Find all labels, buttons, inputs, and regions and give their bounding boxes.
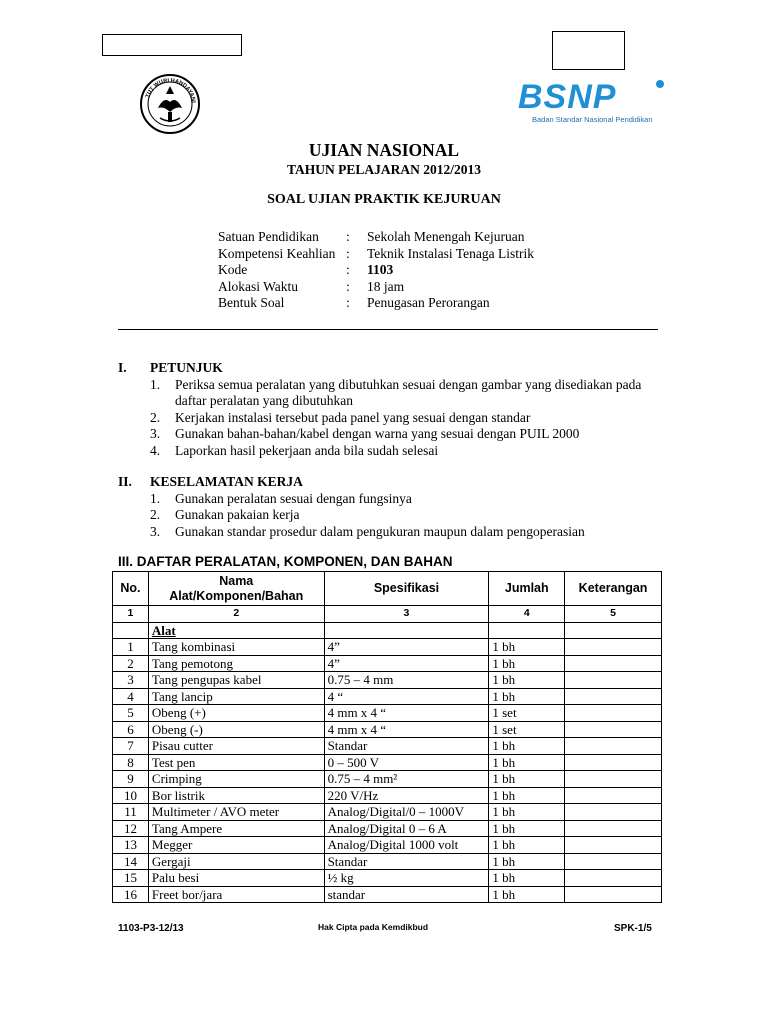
cell-no: 3 [113, 672, 149, 689]
cell-spek: Standar [324, 853, 489, 870]
cell-nama: Megger [148, 837, 324, 854]
code-box-left [102, 34, 242, 56]
list-item: 1. Gunakan peralatan sesuai dengan fungsinya [150, 490, 412, 506]
list-item: 2. Kerjakan instalasi tersebut pada panel yang sesuai dengan standar [150, 409, 531, 425]
section-heading: II. KESELAMATAN KERJA [118, 474, 303, 489]
cell-spek: Analog/Digital/0 – 1000V [324, 804, 489, 821]
col-number: 2 [148, 606, 324, 623]
cell-jumlah: 1 set [489, 721, 565, 738]
cell-jumlah: 1 bh [489, 886, 565, 903]
section-petunjuk [118, 360, 645, 459]
divider [118, 329, 658, 330]
cell-no: 2 [113, 655, 149, 672]
code-box-right [552, 31, 625, 70]
info-row: Satuan Pendidikan : Sekolah Menengah Kejuruan [218, 229, 525, 244]
table-row [113, 688, 662, 705]
cell-spek: Standar [324, 738, 489, 755]
group-label: Alat [148, 622, 324, 639]
list-item: 3. Gunakan bahan-bahan/kabel dengan warna yang sesuai dengan PUIL 2000 [150, 426, 580, 441]
cell-nama: Freet bor/jara [148, 886, 324, 903]
section-heading: I. PETUNJUK [118, 360, 223, 375]
cell-no: 1 [113, 639, 149, 656]
cell-jumlah: 1 bh [489, 820, 565, 837]
col-header-nama: Nama Alat/Komponen/Bahan [148, 572, 324, 606]
list-item: 4. Laporkan hasil pekerjaan anda bila sudah selesai [150, 442, 439, 458]
cell-jumlah: 1 bh [489, 639, 565, 656]
cell-no: 14 [113, 853, 149, 870]
cell-spek: 0 – 500 V [324, 754, 489, 771]
cell-nama: Bor listrik [148, 787, 324, 804]
cell-no: 9 [113, 771, 149, 788]
list-item: 3. Gunakan standar prosedur dalam pengukuran maupun dalam pengoperasian [150, 523, 585, 539]
cell-ket [565, 721, 662, 738]
cell-no: 7 [113, 738, 149, 755]
cell-nama: Multimeter / AVO meter [148, 804, 324, 821]
cell-spek: 220 V/Hz [324, 787, 489, 804]
bsnp-caption: Badan Standar Nasional Pendidikan [532, 115, 653, 124]
cell-nama: Tang pemotong [148, 655, 324, 672]
cell-jumlah: 1 bh [489, 804, 565, 821]
cell-nama: Obeng (+) [148, 705, 324, 722]
section-keselamatan-kerja [118, 474, 645, 540]
cell-spek: 4 mm x 4 “ [324, 721, 489, 738]
col-number: 5 [565, 606, 662, 623]
col-number: 3 [324, 606, 489, 623]
cell-jumlah: 1 bh [489, 688, 565, 705]
list-item: 1. Periksa semua peralatan yang dibutuhkan sesuai dengan gambar yang disediakan pada daftar peralatan yang dibutuhkan [150, 376, 642, 408]
table-row [113, 705, 662, 722]
cell-nama: Tang Ampere [148, 820, 324, 837]
cell-spek: Analog/Digital 1000 volt [324, 837, 489, 854]
table-row [113, 787, 662, 804]
cell-spek: 4 mm x 4 “ [324, 705, 489, 722]
table-row [113, 655, 662, 672]
bsnp-dot-icon [656, 80, 664, 88]
col-number: 4 [489, 606, 565, 623]
cell-jumlah: 1 bh [489, 771, 565, 788]
svg-text:TUT WURI HANDAYANI: TUT WURI HANDAYANI [144, 77, 196, 104]
cell-ket [565, 787, 662, 804]
table-row [113, 738, 662, 755]
info-row: Alokasi Waktu : 18 jam [218, 278, 405, 294]
tut-wuri-handayani-logo [138, 72, 202, 136]
table-row [113, 886, 662, 903]
bsnp-logo [518, 80, 668, 130]
cell-spek: 0.75 – 4 mm² [324, 771, 489, 788]
cell-nama: Tang kombinasi [148, 639, 324, 656]
cell-jumlah: 1 bh [489, 672, 565, 689]
cell-nama: Obeng (-) [148, 721, 324, 738]
academic-year: TAHUN PELAJARAN 2012/2013 [286, 162, 481, 177]
cell-jumlah: 1 bh [489, 655, 565, 672]
cell-spek: 4” [324, 639, 489, 656]
cell-spek: 4” [324, 655, 489, 672]
col-header-spesifikasi: Spesifikasi [324, 572, 489, 606]
cell-ket [565, 837, 662, 854]
table-row [113, 754, 662, 771]
info-row: Kompetensi Keahlian : Teknik Instalasi Tenaga Listrik [218, 245, 534, 261]
table-row [113, 820, 662, 837]
cell-nama: Test pen [148, 754, 324, 771]
cell-ket [565, 870, 662, 887]
table-row [113, 870, 662, 887]
cell-ket [565, 754, 662, 771]
exam-subtitle: SOAL UJIAN PRAKTIK KEJURUAN [267, 192, 501, 207]
cell-no: 16 [113, 886, 149, 903]
cell-no: 15 [113, 870, 149, 887]
cell-ket [565, 771, 662, 788]
cell-nama: Palu besi [148, 870, 324, 887]
info-row: Kode : 1103 [218, 262, 394, 277]
cell-jumlah: 1 bh [489, 738, 565, 755]
col-header-keterangan: Keterangan [565, 572, 662, 606]
cell-spek: Analog/Digital 0 – 6 A [324, 820, 489, 837]
cell-no: 5 [113, 705, 149, 722]
exam-info [218, 229, 534, 312]
col-number: 1 [113, 606, 149, 623]
table-row [113, 721, 662, 738]
cell-ket [565, 655, 662, 672]
cell-ket [565, 705, 662, 722]
cell-nama: Pisau cutter [148, 738, 324, 755]
cell-no: 6 [113, 721, 149, 738]
cell-no: 12 [113, 820, 149, 837]
footer-doc-code: 1103-P3-12/13 [118, 923, 184, 934]
cell-spek: ½ kg [324, 870, 489, 887]
page-title: UJIAN NASIONAL [308, 140, 460, 160]
cell-spek: standar [324, 886, 489, 903]
footer-copyright: Hak Cipta pada Kemdikbud [318, 922, 429, 932]
cell-jumlah: 1 bh [489, 754, 565, 771]
cell-ket [565, 672, 662, 689]
cell-jumlah: 1 bh [489, 837, 565, 854]
table-row [113, 837, 662, 854]
cell-spek: 4 “ [324, 688, 489, 705]
cell-nama: Gergaji [148, 853, 324, 870]
table-row [113, 771, 662, 788]
table-row [113, 672, 662, 689]
cell-jumlah: 1 bh [489, 853, 565, 870]
cell-ket [565, 886, 662, 903]
footer-page: SPK-1/5 [614, 923, 652, 934]
cell-ket [565, 738, 662, 755]
section-daftar-peralatan-heading: III. DAFTAR PERALATAN, KOMPONEN, DAN BAHAN [118, 554, 453, 569]
cell-no: 4 [113, 688, 149, 705]
cell-ket [565, 820, 662, 837]
cell-no: 8 [113, 754, 149, 771]
info-row: Bentuk Soal : Penugasan Perorangan [218, 295, 490, 310]
cell-nama: Crimping [148, 771, 324, 788]
cell-ket [565, 639, 662, 656]
cell-jumlah: 1 set [489, 705, 565, 722]
col-header-no: No. [113, 572, 149, 606]
cell-jumlah: 1 bh [489, 870, 565, 887]
cell-jumlah: 1 bh [489, 787, 565, 804]
table-row [113, 853, 662, 870]
cell-ket [565, 688, 662, 705]
list-item: 2. Gunakan pakaian kerja [150, 507, 300, 522]
table-group-row [113, 622, 662, 639]
cell-spek: 0.75 – 4 mm [324, 672, 489, 689]
col-header-jumlah: Jumlah [489, 572, 565, 606]
cell-no: 13 [113, 837, 149, 854]
cell-no: 10 [113, 787, 149, 804]
equipment-table [112, 571, 662, 903]
cell-ket [565, 804, 662, 821]
cell-no: 11 [113, 804, 149, 821]
table-row [113, 639, 662, 656]
table-row [113, 804, 662, 821]
cell-nama: Tang lancip [148, 688, 324, 705]
bsnp-logo-text: BSNP [518, 78, 617, 116]
cell-ket [565, 853, 662, 870]
cell-nama: Tang pengupas kabel [148, 672, 324, 689]
